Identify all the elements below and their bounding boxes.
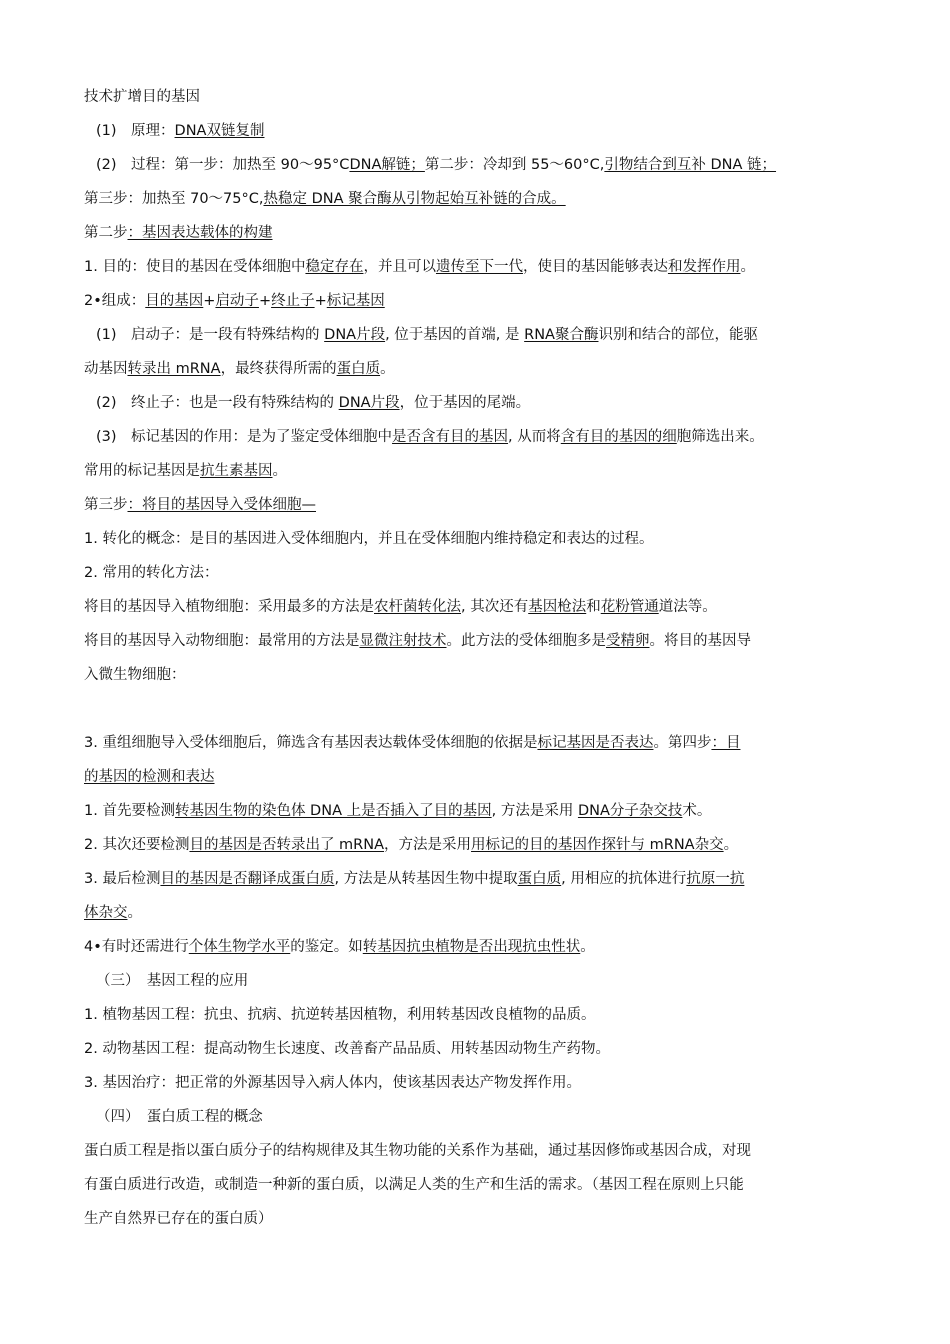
text-line (84, 80, 874, 114)
underlined-term: DNA片段 (324, 327, 386, 343)
text-line (84, 216, 874, 250)
text-segment: 。 (580, 939, 595, 955)
text-line (84, 1202, 874, 1236)
text-line (84, 624, 874, 658)
text-segment: (2) 终止子：也是一段有特殊结构的 (96, 395, 339, 411)
text-line (84, 454, 874, 488)
text-segment: ，位于基因的尾端。 (399, 395, 531, 411)
underlined-term: 热稳定 DNA 聚合酶从引物起始互补链的合成。 (263, 191, 566, 207)
text-line (84, 114, 874, 148)
underlined-term: 抗原一抗 (686, 871, 745, 887)
text-segment: 1. 首先要检测 (84, 803, 175, 819)
text-segment: 。 (127, 905, 142, 921)
text-segment: 和 (586, 599, 601, 615)
text-segment: 2•组成： (84, 293, 146, 309)
text-line (84, 1032, 874, 1066)
underlined-term: 转基因抗虫植物是否出现抗虫性状 (362, 939, 581, 955)
underlined-term: 的基因的检测和表达 (84, 769, 215, 785)
underlined-term: 用标记的目的基因作探针与 mRNA杂交 (471, 837, 724, 853)
text-segment: 2. 动物基因工程：提高动物生长速度、改善畜产品品质、用转基因动物生产药物。 (84, 1041, 610, 1057)
text-line (84, 692, 874, 726)
underlined-term: 花粉管通 (600, 599, 659, 615)
text-segment: 生产自然界已存在的蛋白质） (84, 1211, 273, 1227)
text-line (84, 1168, 874, 1202)
underlined-term: 目的基因是否转录出了 mRNA (189, 837, 385, 853)
underlined-term: 蛋白质 (517, 871, 562, 887)
text-segment: 道法等。 (658, 599, 717, 615)
text-segment: 入微生物细胞： (84, 667, 186, 683)
underlined-term: RNA聚合酶 (524, 327, 599, 343)
text-segment: (1) 启动子：是一段有特殊结构的 (96, 327, 325, 343)
underlined-term: 体杂交 (84, 905, 128, 921)
text-line (84, 862, 874, 896)
underlined-term: 终止子 (271, 293, 315, 309)
underlined-term: 转基因生物的染色体 DNA 上是否插入了目的基因 (174, 803, 492, 819)
text-segment: 2. 其次还要检测 (84, 837, 190, 853)
text-segment: （三） 基因工程的应用 (96, 973, 249, 989)
underlined-term: 引物结合到互补 DNA 链； (604, 157, 777, 173)
underlined-term: DNA片段 (338, 395, 400, 411)
text-line (84, 760, 874, 794)
text-segment: （四） 蛋白质工程的概念 (96, 1109, 263, 1125)
text-segment: 3. 基因治疗：把正常的外源基因导入病人体内，使该基因表达产物发挥作用。 (84, 1075, 581, 1091)
text-segment: , 其次还有 (461, 599, 529, 615)
underlined-term: ：基因表达载体的构建 (127, 225, 273, 241)
underlined-term: 农杆菌转化法 (374, 599, 461, 615)
text-segment: 4•有时还需进行 (84, 939, 189, 955)
text-segment: 。第四步 (653, 735, 712, 751)
underlined-term: 标记基因 (326, 293, 385, 309)
underlined-term: ：目 (711, 735, 741, 751)
text-segment: 识别和结合的部位，能驱 (598, 327, 758, 343)
text-segment: 2. 常用的转化方法： (84, 565, 219, 581)
underlined-term: 目的基因 (145, 293, 204, 309)
text-segment: 。此方法的受体细胞多是 (446, 633, 606, 649)
text-line (84, 1066, 874, 1100)
text-segment: 常用的标记基因是 (84, 463, 200, 479)
text-line (84, 556, 874, 590)
text-segment: ，方法是采用 (384, 837, 472, 853)
underlined-term: 转录出 mRNA (127, 361, 221, 377)
text-line (84, 828, 874, 862)
text-segment: 1. 转化的概念：是目的基因进入受体细胞内，并且在受体细胞内维持稳定和表达的过程。 (84, 531, 654, 547)
underlined-term: 受精卵 (606, 633, 650, 649)
text-line (84, 896, 874, 930)
text-line (84, 998, 874, 1032)
text-segment: 。将目的基因导 (649, 633, 751, 649)
underlined-term: 目的基因是否翻译成蛋白质 (160, 871, 335, 887)
text-segment: 动基因 (84, 361, 128, 377)
document-page (84, 80, 874, 1236)
underlined-term: 抗生素基因 (200, 463, 273, 479)
text-segment: ，使目的基因能够表达 (522, 259, 668, 275)
text-line (84, 964, 874, 998)
text-line (84, 250, 874, 284)
text-line (84, 522, 874, 556)
text-line (84, 488, 874, 522)
text-segment: 的鉴定。如 (290, 939, 363, 955)
text-segment: , 方法是采用 (491, 803, 578, 819)
text-line (84, 794, 874, 828)
underlined-term: 个体生物学水平 (188, 939, 291, 955)
underlined-term: 和发挥作用 (667, 259, 741, 275)
text-segment: , 位于基因的首端, 是 (385, 327, 525, 343)
underlined-term: 启动子 (215, 293, 259, 309)
text-line (84, 318, 874, 352)
underlined-term: DNA解链； (349, 157, 425, 173)
text-segment: 技术扩增目的基因 (84, 89, 200, 105)
text-segment: + (203, 293, 216, 309)
text-segment: , 方法是从转基因生物中提取 (334, 871, 518, 887)
text-line (84, 658, 874, 692)
text-segment: 将目的基因导入动物细胞：最常用的方法是 (84, 633, 360, 649)
text-segment: 3. 最后检测 (84, 871, 161, 887)
text-line (84, 420, 874, 454)
text-line (84, 590, 874, 624)
underlined-term: 蛋白质 (336, 361, 381, 377)
text-segment: ，并且可以 (363, 259, 436, 275)
underlined-term: 含有目的基因的细 (560, 429, 677, 445)
text-segment: 3. 重组细胞导入受体细胞后，筛选含有基因表达载体受体细胞的依据是 (84, 735, 538, 751)
text-segment: 蛋白质工程是指以蛋白质分子的结构规律及其生物功能的关系作为基础，通过基因修饰或基因合成，对现 (84, 1143, 751, 1159)
underlined-term: DNA双链复制 (174, 123, 265, 139)
text-segment: , 从而将 (508, 429, 561, 445)
underlined-term: 显微注射技术 (359, 633, 447, 649)
text-line (84, 148, 874, 182)
text-segment: 第三步 (84, 497, 128, 513)
text-segment: + (258, 293, 272, 309)
text-line (84, 284, 874, 318)
text-segment: (2) 过程：第一步：加热至 90～95°C (96, 157, 350, 173)
text-segment: (1) 原理： (96, 123, 175, 139)
text-segment: 。 (272, 463, 287, 479)
underlined-term: DNA分子杂交技 (577, 803, 683, 819)
text-segment: 第二步：冷却到 55～60°C, (424, 157, 605, 173)
underlined-term: 是否含有目的基因 (392, 429, 509, 445)
text-segment: 术。 (682, 803, 712, 819)
underlined-term: ：将目的基因导入受体细胞— (127, 497, 316, 513)
text-segment: 第三步：加热至 70～75°C, (84, 191, 264, 207)
text-segment: (3) 标记基因的作用：是为了鉴定受体细胞中 (96, 429, 393, 445)
text-segment: 第二步 (84, 225, 128, 241)
text-line (84, 1100, 874, 1134)
underlined-term: 基因枪法 (528, 599, 587, 615)
underlined-term: 稳定存在 (305, 259, 364, 275)
text-line (84, 352, 874, 386)
text-segment: 胞筛选出来。 (676, 429, 764, 445)
text-segment: 1. 植物基因工程：抗虫、抗病、抗逆转基因植物，利用转基因改良植物的品质。 (84, 1007, 596, 1023)
text-segment: 将目的基因导入植物细胞：采用最多的方法是 (84, 599, 374, 615)
text-segment: ，最终获得所需的 (220, 361, 337, 377)
text-segment: , 用相应的抗体进行 (561, 871, 687, 887)
text-line (84, 1134, 874, 1168)
text-line (84, 182, 874, 216)
text-segment: 1. 目的：使目的基因在受体细胞中 (84, 259, 306, 275)
text-segment: + (314, 293, 327, 309)
text-line (84, 930, 874, 964)
text-segment: 有蛋白质进行改造，或制造一种新的蛋白质，以满足人类的生产和生活的需求。（基因工程在原则上只能 (84, 1177, 744, 1193)
text-segment: 。 (740, 259, 755, 275)
text-segment: 。 (723, 837, 739, 853)
underlined-term: 标记基因是否表达 (537, 735, 654, 751)
text-segment: 。 (380, 361, 395, 377)
underlined-term: 遗传至下一代 (435, 259, 523, 275)
text-line (84, 726, 874, 760)
text-line (84, 386, 874, 420)
